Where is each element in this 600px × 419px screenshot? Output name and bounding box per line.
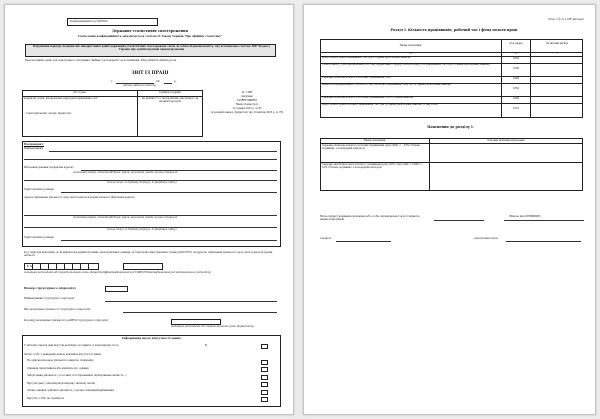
labor-row-name: Фонд оплати праці працівників, тис.грн (з одним десятковим знаком)	[322, 56, 411, 59]
form-order: Наказ Держстату	[235, 103, 259, 106]
edrpou-hint: (ідентифікаційний код ЄДРПОУ/ідентифікаційний код відокремленого підрозділу)	[105, 271, 212, 274]
edrpou-field[interactable]	[123, 263, 163, 270]
labor-row-name: Фонд оплати праці штатних працівників, тис.грн (з одним десятковим знаком) (з ряд.1020)	[322, 103, 439, 106]
address-hint-2: площа тощо, № будинку /корпусу, № квартири /офісу)	[107, 181, 177, 184]
form-approved: ЗАТВЕРДЖЕНО	[236, 99, 258, 102]
absence-title: Інформація щодо відсутності даних	[122, 336, 181, 340]
name-field[interactable]	[49, 151, 277, 152]
katottg-text: Код території відповідно до Кодифікатора адміністративно-територіальних одиниць та територій територіальних громад (КАТОТТГ) за адресою здійснення діяльності, щодо якої подається форма звітності	[24, 251, 273, 257]
labor-row-code: 1020	[512, 57, 520, 60]
name-field-2[interactable]	[24, 159, 277, 160]
email-label: електронна пошта:	[474, 237, 499, 240]
labor-row-code: 1030	[512, 67, 520, 70]
phone-label: телефон:	[320, 237, 332, 240]
labor-letter-1: 1	[556, 52, 558, 55]
section1-title: Розділ І. Кількість працівників, робочий час і фонд оплати праці	[390, 28, 518, 32]
confidential-code-label: Конфіденційний код ЄДРПОУ	[70, 20, 108, 23]
kved-hint: (заповнює респондент або територіальний орган Держстату)	[171, 325, 254, 328]
subdivision-title: Номер структурного підрозділу	[24, 286, 77, 290]
labor-row-name: Сума податку з доходів фізичних осіб, яку відраховано з фонду оплати праці усіх працівників, тис.грн (з одним десятковим знаком)	[322, 63, 490, 66]
notes-title: Пояснення до розділу І.	[427, 125, 474, 129]
labor-row-value-field[interactable]	[531, 96, 582, 103]
signatory-name-field[interactable]	[504, 220, 584, 221]
absence-reason-checkbox[interactable]	[261, 367, 268, 372]
absence-reason-label: Заборгована діяльність у поточних спостереженнях (призупинена звітність...)	[27, 374, 127, 377]
labor-row-name: Середньооблікова кількість штатних працівників, осіб (з одним знаком)	[322, 96, 414, 99]
labor-header-month: За звітний місяць	[545, 42, 569, 45]
confidential-code-box[interactable]	[67, 18, 158, 26]
notes-reason-field-2[interactable]	[430, 163, 582, 190]
form-frequency: (місячна)	[241, 95, 253, 98]
email-field[interactable]	[506, 241, 581, 242]
col-submitters: Хто подає	[73, 90, 86, 94]
absence-reason-checkbox[interactable]	[261, 382, 268, 387]
respondent-title: Респондент:	[24, 142, 45, 146]
labor-row-value-field[interactable]	[531, 63, 582, 76]
labor-row-value-field[interactable]	[531, 76, 582, 83]
activity-hint-2: площа тощо, № будинку /корпусу, № квартири /офісу)	[107, 228, 177, 231]
signature-field[interactable]	[434, 220, 484, 221]
katottg-hint: (заповнює респондент або територіальний орган Держстату)	[24, 271, 107, 274]
form-number: № 1-ПВ	[241, 90, 253, 94]
location-label: Місцезнаходження (юридична адреса):	[24, 166, 75, 169]
absence-lead: У звітному періоді дані відсутні необхідно поставити (у відповідному полі)	[24, 344, 119, 347]
absence-reason-label: Відсутні дані у звітному/відповідному звітному місяці	[27, 381, 96, 385]
labor-row-code: 1070	[512, 107, 520, 110]
subdivision-name-field[interactable]	[105, 301, 277, 302]
labor-row-code: 1060	[512, 97, 520, 100]
name-label: Найменування:	[24, 147, 44, 150]
absence-checkbox[interactable]	[261, 344, 268, 349]
notes-header-reason: Основна причина відхилення	[487, 138, 525, 142]
notes-reason-field-1[interactable]	[430, 144, 582, 161]
territory-label: Територіальна громада:	[24, 188, 55, 191]
kved-label: Код виду економічної діяльності за КВЕД структурного підрозділу	[24, 319, 109, 322]
period-prefix: у	[111, 79, 113, 83]
absence-reason-checkbox[interactable]	[261, 375, 268, 380]
col-deadline: Терміни подання	[159, 90, 181, 94]
signature-label: Місце підпису керівника (власника) або особи, відповідальної за достовірність наданої інформації	[320, 215, 420, 221]
signatory-name-label: (Власне ім'я ПРІЗВИЩЕ)	[509, 215, 541, 218]
form-page-1	[4, 4, 294, 415]
notes-header-name: Назва показника	[363, 138, 386, 142]
warning-text: Порушення порядку подання або використання даних державних статистичних спостережень тягне за собою відповідальність, яку встановлено статтею 186³ Кодексу України про адміністративні правопорушення	[32, 45, 271, 51]
labor-letter-a: А	[409, 52, 412, 55]
absence-intro: Звітну особу у наведених нижче причинах відсутності даних:	[24, 353, 102, 356]
territory-field[interactable]	[61, 192, 277, 193]
labor-row-name: Кількість відпрацьованого робочого часу штатних працівників, люд.год (з одним десятковим знаком)	[322, 83, 452, 86]
period-year: 20	[156, 79, 160, 83]
subdivision-activity-field[interactable]	[123, 312, 277, 313]
labor-header-name: Назва показника	[399, 44, 422, 47]
notes-row-1: Середньооблікова кількість штатних працівників (ряд.1040) < – 25% і більше порівняно з попереднім періодом	[322, 144, 420, 150]
labor-header-code: Код рядка	[509, 42, 523, 45]
labor-row-name: Середньооблікова кількість штатних працівників, осіб	[322, 76, 391, 79]
absence-reason-label: Звітна одиниця здійснює діяльність у процесі ліквідації/припинення	[27, 389, 114, 392]
labor-row-value-field[interactable]	[531, 103, 582, 116]
absence-reason-checkbox[interactable]	[261, 397, 268, 402]
form-note: (в редакції наказу Держстату від 10 квітня 2023 р. № 78)	[210, 111, 284, 114]
page-number: Стор. 2 ф. № 1-ПВ (місячна)	[547, 18, 584, 21]
period-suffix: р.	[174, 79, 177, 83]
header-title: Державне статистичне спостереження	[112, 29, 188, 33]
territory2-field[interactable]	[61, 240, 277, 241]
warning-box	[25, 44, 276, 57]
labor-letter-b: Б	[515, 52, 517, 55]
absence-v-mark: V	[205, 343, 208, 347]
report-title: ЗВІТ ІЗ ПРАЦІ	[131, 71, 169, 76]
header-subtitle: Статистична конфіденційність забезпечується статтею 21 Закону України "Про офіційну статистику"	[77, 35, 223, 38]
absence-reason-checkbox[interactable]	[261, 390, 268, 395]
subdivision-name-label: Найменування структурного підрозділу	[24, 297, 75, 300]
electronic-service-text: Безкоштовний сервіс для електронного звітування "Кабінет респондента" за посиланням: https://statzvit.ukrstat.gov.ua	[25, 59, 177, 62]
absence-reason-label: Не здійснює/не веде діяльність (закрита, ліквідація)	[27, 359, 94, 362]
period-year-field[interactable]	[164, 83, 172, 84]
labor-row-code: 1040	[512, 77, 520, 80]
notes-row-2: Середня заробітна плата штатного працівника (ряд.1070 / ряд.1040 × 1000) > – 10% і більше порівняно з попереднім періодом	[322, 163, 424, 169]
territory2-label: Територіальна громада:	[24, 236, 55, 239]
phone-field[interactable]	[336, 241, 391, 242]
form-date: 12 травня 2022 р. № 87	[232, 107, 262, 110]
labor-row-value-field[interactable]	[531, 56, 582, 63]
address-hint: (поштовий індекс, область/АР Крим, район, населений пункт, вулиця /провулок,	[73, 171, 178, 174]
activity-hint: (поштовий індекс, область/АР Крим, район, населений пункт, вулиця /провулок,	[73, 216, 178, 219]
submitters-to: – територіальному органу Держстату	[24, 112, 72, 115]
ua-prefix: U A	[27, 264, 32, 268]
period-hint: (місяць звітного періоду)	[123, 84, 157, 87]
activity-address-label: Адреса здійснення діяльності, щодо якої подається форма звітності (фактична адреса):	[24, 196, 136, 199]
subdivision-number-field[interactable]	[105, 286, 128, 292]
deadline-text: не пізніше 7-го числа місяця, наступного за звітним періодом	[141, 97, 199, 103]
absence-reason-checkbox[interactable]	[261, 360, 268, 365]
form-page-2	[303, 4, 596, 415]
absence-reason-label: Відсутні особи, що працюють	[27, 396, 65, 400]
labor-row-value-field[interactable]	[531, 83, 582, 96]
subdivision-activity-label: Вид економічної діяльності структурного підрозділу	[24, 308, 91, 311]
labor-row-code: 1050	[512, 87, 520, 90]
absence-reason-label: Одиниця призупинила або відкрила про одиниці	[27, 366, 89, 370]
submitters-text: юридичні особи, відокремлені підрозділи юридичних осіб	[24, 97, 98, 100]
